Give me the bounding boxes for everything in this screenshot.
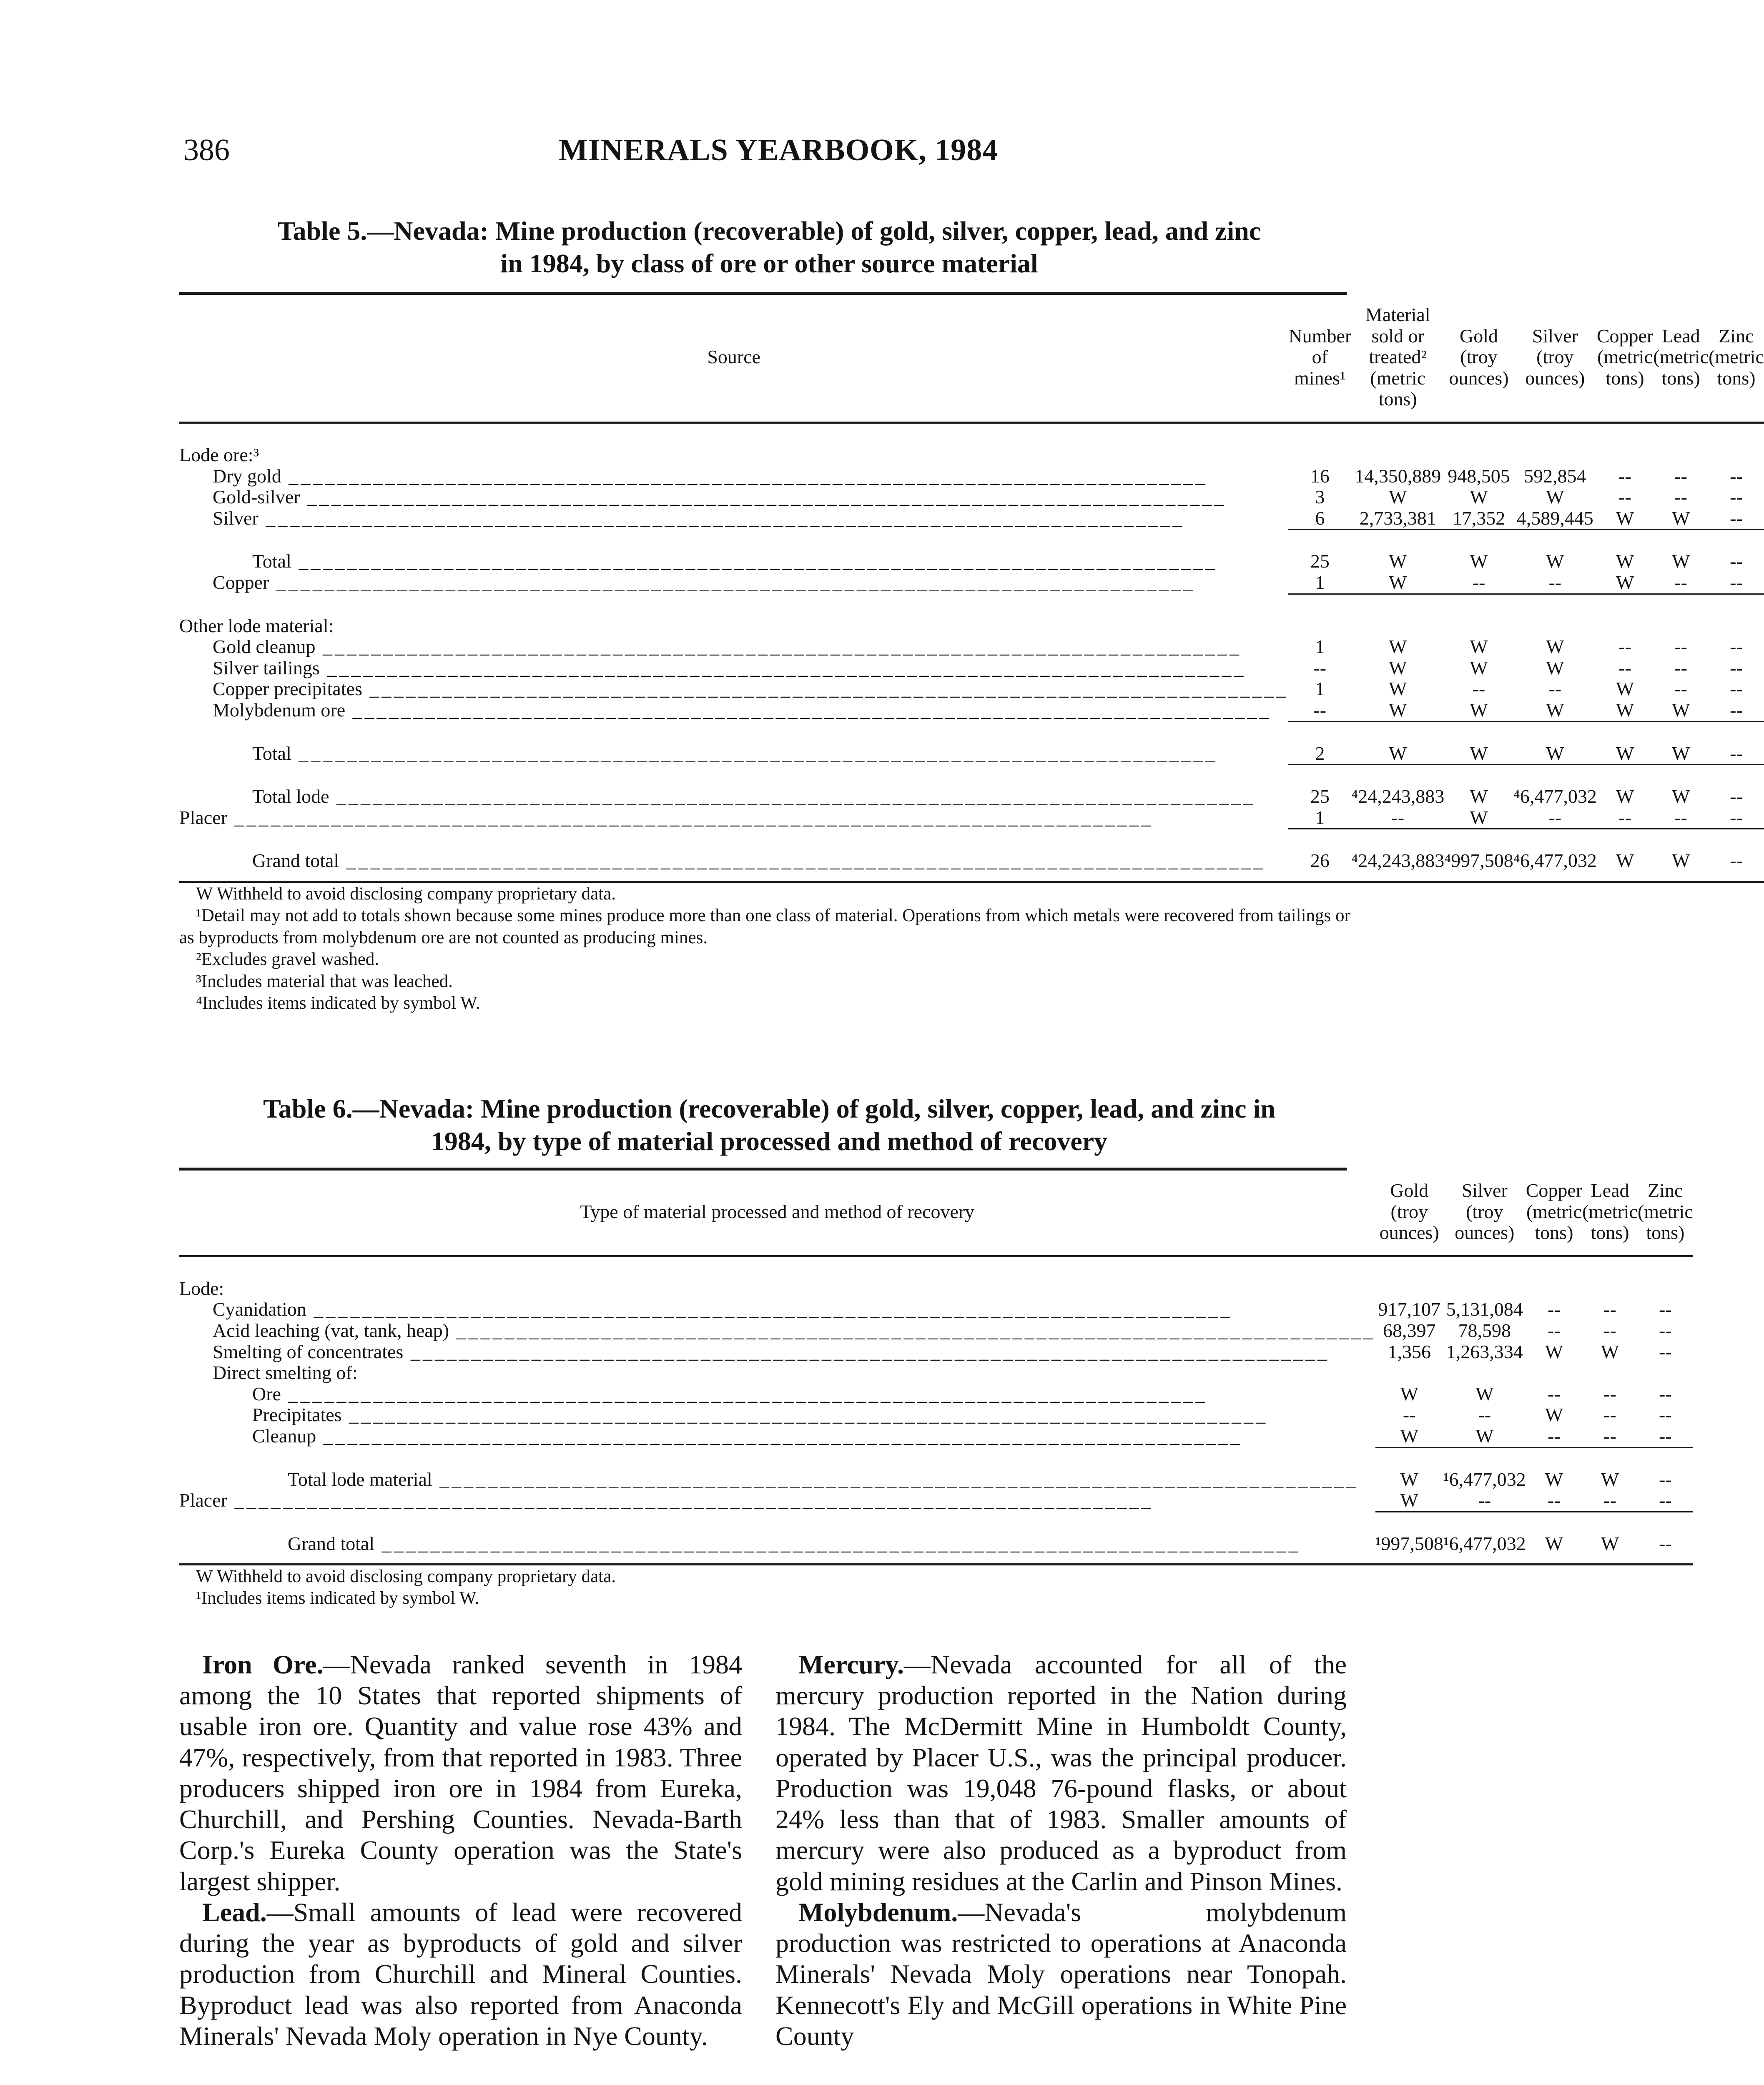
cell-value: [1709, 445, 1764, 466]
cell-value: ⁴997,508: [1444, 850, 1513, 882]
footnote: W Withheld to avoid disclosing company proprietary data.: [196, 1567, 616, 1586]
cell-value: W: [1582, 1533, 1638, 1565]
cell-value: --: [1730, 657, 1743, 678]
cell-value: 1: [1288, 807, 1351, 829]
cell-value: 5,131,084: [1446, 1299, 1523, 1320]
cell-value: --: [1674, 657, 1687, 678]
cell-value: W: [1444, 700, 1513, 721]
cell-value: --: [1709, 850, 1764, 882]
cell-value: 17,352: [1444, 508, 1513, 530]
cell-value: W: [1400, 1468, 1418, 1490]
cell-value: --: [1618, 465, 1631, 487]
cell-value: 2,733,381: [1351, 508, 1444, 530]
cell-value: W: [1351, 743, 1444, 765]
cell-value: --: [1548, 678, 1562, 700]
cell-value: --: [1351, 807, 1444, 829]
cell-value: ⁴24,243,883: [1351, 786, 1445, 807]
table-row: [179, 636, 1764, 658]
cell-value: W: [1545, 1341, 1563, 1362]
table-row: [179, 1426, 1693, 1447]
cell-value: W: [1616, 678, 1634, 700]
table5-title: [179, 215, 1359, 280]
table-row: [179, 1384, 1693, 1405]
cell-value: --: [1603, 1383, 1616, 1404]
cell-value: ⁴6,477,032: [1513, 786, 1597, 807]
cell-value: W: [1653, 850, 1709, 882]
cell-value: W: [1375, 1426, 1443, 1447]
cell-value: --: [1443, 1490, 1526, 1512]
row-label: Precipitates _____: [179, 1404, 1375, 1426]
cell-value: --: [1709, 572, 1764, 594]
cell-value: [1444, 445, 1513, 466]
cell-value: W: [1653, 700, 1709, 721]
cell-value: [1351, 445, 1444, 466]
col-copper: Copper (metric tons): [1526, 1171, 1582, 1256]
footnote: ¹Detail may not add to totals shown because some mines produce more than one class of material. Operations from which metals were recovered from tailings or as byproducts from molybdenum ore are not counted as producing mines.: [179, 906, 1350, 947]
cell-value: --: [1638, 1426, 1693, 1447]
footnote: W Withheld to avoid disclosing company proprietary data.: [196, 884, 616, 904]
cell-value: W: [1597, 508, 1653, 530]
table5-title-line1: Table 5.—Nevada: Mine production (recoverable) of gold, silver, copper, lead, and zinc: [277, 216, 1261, 246]
spacer: [179, 422, 1764, 445]
cell-value: 14,350,889: [1355, 465, 1441, 487]
row-label: Molybdenum ore _____: [179, 700, 1288, 721]
cell-value: --: [1730, 636, 1743, 658]
running-title: MINERALS YEARBOOK, 1984: [559, 133, 999, 167]
cell-value: W: [1475, 1383, 1494, 1404]
row-label: Smelting of concentrates _____: [179, 1341, 1375, 1363]
paragraph-text: —Nevada's molybdenum production was restricted to operations at Anaconda Minerals' Nevada Moly operations near Tonopah. Kennecott's Ely and McGill operations in White Pine County: [775, 1897, 1347, 2051]
cell-value: --: [1618, 636, 1631, 658]
table-row: [179, 850, 1764, 882]
cell-value: 26: [1288, 850, 1351, 882]
cell-value: --: [1659, 1404, 1672, 1426]
cell-value: [1513, 615, 1597, 637]
cell-value: --: [1513, 572, 1597, 594]
table-row: [179, 678, 1764, 700]
cell-value: W: [1601, 1341, 1619, 1362]
table-row: [179, 1341, 1693, 1363]
row-label: Placer _____: [179, 1490, 1375, 1512]
row-label: Copper precipitates _____: [179, 678, 1288, 700]
cell-value: --: [1730, 678, 1743, 700]
cell-value: ¹997,508: [1375, 1533, 1443, 1565]
row-label: Gold cleanup _____: [179, 636, 1288, 658]
cell-value: 2: [1288, 743, 1351, 765]
col-gold: Gold (troy ounces): [1375, 1171, 1443, 1256]
spacer: [179, 1447, 1693, 1469]
cell-value: --: [1730, 486, 1743, 508]
cell-value: [1638, 1278, 1693, 1299]
spacer: [179, 721, 1764, 743]
cell-value: --: [1548, 1299, 1561, 1320]
paragraph-iron-ore: [179, 1649, 742, 1897]
cell-value: 16: [1310, 465, 1330, 487]
table-row: [179, 445, 1764, 466]
cell-value: --: [1582, 1490, 1638, 1512]
row-label: Direct smelting of:: [213, 1362, 358, 1384]
cell-value: --: [1709, 743, 1764, 765]
col-silver: Silver (troy ounces): [1513, 295, 1597, 422]
cell-value: --: [1403, 1404, 1416, 1426]
cell-value: W: [1351, 700, 1444, 721]
table-row: [179, 743, 1764, 765]
cell-value: 4,589,445: [1513, 508, 1597, 530]
cell-value: --: [1659, 1341, 1672, 1362]
cell-value: 1,356: [1388, 1341, 1431, 1362]
table6-title: [179, 1093, 1359, 1158]
spacer: [179, 829, 1764, 851]
cell-value: W: [1601, 1468, 1619, 1490]
row-label: Placer _____: [179, 807, 1288, 829]
row-label: Gold-silver _____: [179, 487, 1288, 508]
table-row: [179, 700, 1764, 721]
cell-value: [1513, 445, 1597, 466]
cell-value: --: [1709, 700, 1764, 721]
paragraph-heading: Iron Ore.: [202, 1650, 324, 1679]
cell-value: [1288, 445, 1351, 466]
row-label: Cyanidation _____: [179, 1299, 1375, 1320]
cell-value: --: [1603, 1404, 1616, 1426]
cell-value: --: [1730, 550, 1743, 572]
table5-footnotes: [179, 883, 1355, 1015]
table-row: [179, 807, 1764, 829]
cell-value: [1375, 1362, 1443, 1384]
row-label: Total _____: [179, 551, 1288, 572]
cell-value: ⁴6,477,032: [1513, 850, 1597, 882]
table-row: [179, 487, 1764, 508]
cell-value: W: [1513, 700, 1597, 721]
cell-value: --: [1653, 807, 1709, 829]
table5: [179, 295, 1764, 883]
cell-value: --: [1313, 657, 1327, 678]
cell-value: W: [1653, 508, 1709, 530]
cell-value: W: [1616, 786, 1634, 807]
cell-value: [1526, 1278, 1582, 1299]
footnote: ¹Includes items indicated by symbol W.: [196, 1588, 479, 1608]
table-row: [179, 466, 1764, 487]
table-row: [179, 786, 1764, 807]
cell-value: W: [1597, 700, 1653, 721]
cell-value: 1,263,334: [1446, 1341, 1523, 1362]
cell-value: W: [1513, 743, 1597, 765]
cell-value: 948,505: [1448, 465, 1510, 487]
paragraph-text: —Nevada ranked seventh in 1984 among the 10 States that reported shipments of usable iron ore. Quantity and value rose 43% and 47%, respectively, from that reported in 1983. Three producers shipped iron ore in 1984 from Eureka, Churchill, and Pershing Counties. Nevada-Barth Corp.'s Eureka County operation was the State's largest shipper.: [179, 1650, 743, 1896]
footnote: ³Includes material that was leached.: [196, 971, 453, 991]
cell-value: 1: [1288, 572, 1351, 594]
table6-title-line1: Table 6.—Nevada: Mine production (recoverable) of gold, silver, copper, lead, and zinc in: [263, 1094, 1275, 1123]
cell-value: W: [1389, 657, 1407, 678]
cell-value: W: [1351, 572, 1444, 594]
row-label: Copper _____: [179, 572, 1288, 594]
cell-value: --: [1582, 1426, 1638, 1447]
cell-value: [1351, 615, 1444, 637]
cell-value: [1653, 615, 1709, 637]
cell-value: [1444, 615, 1513, 637]
cell-value: W: [1470, 657, 1488, 678]
table5-title-line2: in 1984, by class of ore or other source material: [500, 249, 1038, 279]
cell-value: W: [1444, 743, 1513, 765]
table6: [179, 1171, 1693, 1565]
cell-value: --: [1288, 700, 1351, 721]
cell-value: ¹6,477,032: [1443, 1468, 1526, 1490]
table-row: [179, 1362, 1693, 1384]
cell-value: --: [1674, 636, 1687, 658]
cell-value: --: [1597, 807, 1653, 829]
col-material-method: Type of material processed and method of recovery: [179, 1171, 1375, 1256]
cell-value: --: [1659, 1468, 1672, 1490]
row-label: Dry gold _____: [179, 466, 1288, 487]
paragraph-lead: [179, 1897, 742, 2052]
row-label: Grand total _____: [179, 850, 1288, 882]
cell-value: W: [1546, 636, 1564, 658]
cell-value: ¹6,477,032: [1443, 1533, 1526, 1565]
row-label: Total lode _____: [179, 786, 1288, 807]
cell-value: [1582, 1278, 1638, 1299]
cell-value: --: [1674, 465, 1687, 487]
cell-value: --: [1709, 508, 1764, 530]
cell-value: W: [1389, 550, 1407, 572]
table5-top-rule: [179, 292, 1347, 295]
cell-value: --: [1653, 572, 1709, 594]
cell-value: 917,107: [1378, 1299, 1440, 1320]
table-row: [179, 1469, 1693, 1490]
cell-value: --: [1478, 1404, 1491, 1426]
col-zinc: Zinc (metric tons): [1638, 1171, 1693, 1256]
spacer: [179, 1256, 1693, 1278]
footnote: ⁴Includes items indicated by symbol W.: [196, 993, 480, 1013]
paragraph-molybdenum: [775, 1897, 1347, 2052]
table6-title-line2: 1984, by type of material processed and method of recovery: [431, 1126, 1108, 1156]
row-label: Total _____: [179, 743, 1288, 765]
cell-value: [1443, 1362, 1526, 1384]
cell-value: --: [1513, 807, 1597, 829]
cell-value: 25: [1310, 786, 1330, 807]
cell-value: W: [1597, 743, 1653, 765]
row-label: Lode:: [179, 1277, 224, 1299]
cell-value: --: [1444, 572, 1513, 594]
cell-value: --: [1709, 807, 1764, 829]
table-row: [179, 1490, 1693, 1512]
col-lead: Lead (metric tons): [1653, 295, 1709, 422]
cell-value: 6: [1288, 508, 1351, 530]
cell-value: 25: [1310, 550, 1330, 572]
cell-value: --: [1603, 1319, 1616, 1341]
row-label: Total lode material _____: [179, 1469, 1375, 1490]
cell-value: [1597, 615, 1653, 637]
cell-value: --: [1472, 678, 1485, 700]
cell-value: W: [1389, 636, 1407, 658]
col-number-of-mines: Number of mines¹: [1288, 295, 1351, 422]
cell-value: 68,397: [1383, 1319, 1436, 1341]
cell-value: [1582, 1362, 1638, 1384]
cell-value: [1653, 445, 1709, 466]
cell-value: W: [1526, 1533, 1582, 1565]
cell-value: W: [1546, 486, 1564, 508]
row-label: Silver _____: [179, 508, 1288, 530]
cell-value: --: [1618, 486, 1631, 508]
spacer: [179, 765, 1764, 786]
cell-value: ⁴24,243,883: [1351, 850, 1444, 882]
paragraph-heading: Molybdenum.: [798, 1897, 958, 1927]
spacer: [179, 594, 1764, 615]
cell-value: --: [1659, 1299, 1672, 1320]
cell-value: --: [1638, 1490, 1693, 1512]
cell-value: W: [1389, 486, 1407, 508]
col-material: Material sold or treated² (metric tons): [1351, 295, 1444, 422]
cell-value: W: [1470, 636, 1488, 658]
paragraph-mercury: [775, 1649, 1347, 1897]
row-label: Cleanup _____: [179, 1426, 1375, 1447]
row-label: Silver tailings _____: [179, 658, 1288, 679]
table-row: [179, 658, 1764, 679]
cell-value: --: [1548, 1319, 1561, 1341]
cell-value: 78,598: [1458, 1319, 1511, 1341]
cell-value: [1288, 615, 1351, 637]
table-row: [179, 1404, 1693, 1426]
row-label: Lode ore:³: [179, 444, 259, 465]
cell-value: W: [1616, 550, 1634, 572]
table-row: [179, 551, 1764, 572]
cell-value: W: [1470, 786, 1488, 807]
table-row: [179, 1320, 1693, 1341]
body-column-right: [775, 1649, 1347, 2052]
row-label: Grand total _____: [179, 1533, 1375, 1565]
cell-value: --: [1548, 1383, 1561, 1404]
cell-value: W: [1597, 850, 1653, 882]
cell-value: --: [1674, 678, 1687, 700]
cell-value: [1638, 1362, 1693, 1384]
col-gold: Gold (troy ounces): [1444, 295, 1513, 422]
col-copper: Copper (metric tons): [1597, 295, 1653, 422]
spacer: [179, 1512, 1693, 1533]
cell-value: W: [1653, 743, 1709, 765]
cell-value: 592,854: [1524, 465, 1586, 487]
cell-value: W: [1470, 550, 1488, 572]
paragraph-text: —Nevada accounted for all of the mercury production reported in the Nation during 1984. The McDermitt Mine in Humboldt County, operated by Placer U.S., was the principal producer. Production was 19,048 76-pound flasks, or about 24% less than that of 1983. Smaller amounts of mercury were also produced as a byproduct from gold mining residues at the Carlin and Pinson Mines.: [775, 1650, 1347, 1896]
cell-value: W: [1545, 1468, 1563, 1490]
cell-value: [1709, 615, 1764, 637]
cell-value: --: [1526, 1490, 1582, 1512]
cell-value: --: [1730, 786, 1743, 807]
cell-value: --: [1730, 465, 1743, 487]
cell-value: [1526, 1362, 1582, 1384]
cell-value: W: [1375, 1490, 1443, 1512]
row-label: Ore _____: [179, 1384, 1375, 1405]
row-label: Other lode material:: [179, 615, 334, 636]
cell-value: W: [1470, 486, 1488, 508]
cell-value: [1443, 1278, 1526, 1299]
cell-value: --: [1526, 1426, 1582, 1447]
cell-value: [1375, 1278, 1443, 1299]
cell-value: 3: [1315, 486, 1325, 508]
cell-value: 1: [1315, 636, 1325, 658]
table-row: [179, 1299, 1693, 1320]
cell-value: W: [1597, 572, 1653, 594]
cell-value: --: [1618, 657, 1631, 678]
cell-value: W: [1545, 1404, 1563, 1426]
cell-value: W: [1389, 678, 1407, 700]
cell-value: --: [1638, 1533, 1693, 1565]
col-source: Source: [179, 295, 1288, 422]
table-row: [179, 1533, 1693, 1565]
cell-value: [1597, 445, 1653, 466]
table-row: [179, 508, 1764, 530]
cell-value: W: [1546, 657, 1564, 678]
cell-value: --: [1603, 1299, 1616, 1320]
body-column-left: [179, 1649, 742, 2052]
table6-footnotes: [196, 1566, 1363, 1610]
cell-value: W: [1400, 1383, 1418, 1404]
spacer: [179, 530, 1764, 551]
col-lead: Lead (metric tons): [1582, 1171, 1638, 1256]
cell-value: W: [1671, 786, 1690, 807]
cell-value: W: [1671, 550, 1690, 572]
row-label: Acid leaching (vat, tank, heap) _____: [179, 1320, 1375, 1341]
cell-value: --: [1659, 1319, 1672, 1341]
paragraph-heading: Mercury.: [798, 1650, 904, 1679]
paragraph-heading: Lead.: [202, 1897, 267, 1927]
cell-value: W: [1443, 1426, 1526, 1447]
cell-value: --: [1659, 1383, 1672, 1404]
table6-top-rule: [179, 1168, 1347, 1171]
cell-value: 1: [1315, 678, 1325, 700]
page-number: 386: [183, 133, 230, 167]
footnote: ²Excludes gravel washed.: [196, 950, 379, 970]
table-row: [179, 1278, 1693, 1299]
paragraph-text: —Small amounts of lead were recovered during the year as byproducts of gold and silver production from Churchill and Mineral Counties. Byproduct lead was also reported from Anaconda Minerals' Nevada Moly operation in Nye County.: [179, 1897, 742, 2051]
cell-value: W: [1444, 807, 1513, 829]
cell-value: --: [1674, 486, 1687, 508]
col-zinc: Zinc (metric tons): [1709, 295, 1764, 422]
col-silver: Silver (troy ounces): [1443, 1171, 1526, 1256]
table-row: [179, 615, 1764, 637]
cell-value: W: [1546, 550, 1564, 572]
table-row: [179, 572, 1764, 594]
